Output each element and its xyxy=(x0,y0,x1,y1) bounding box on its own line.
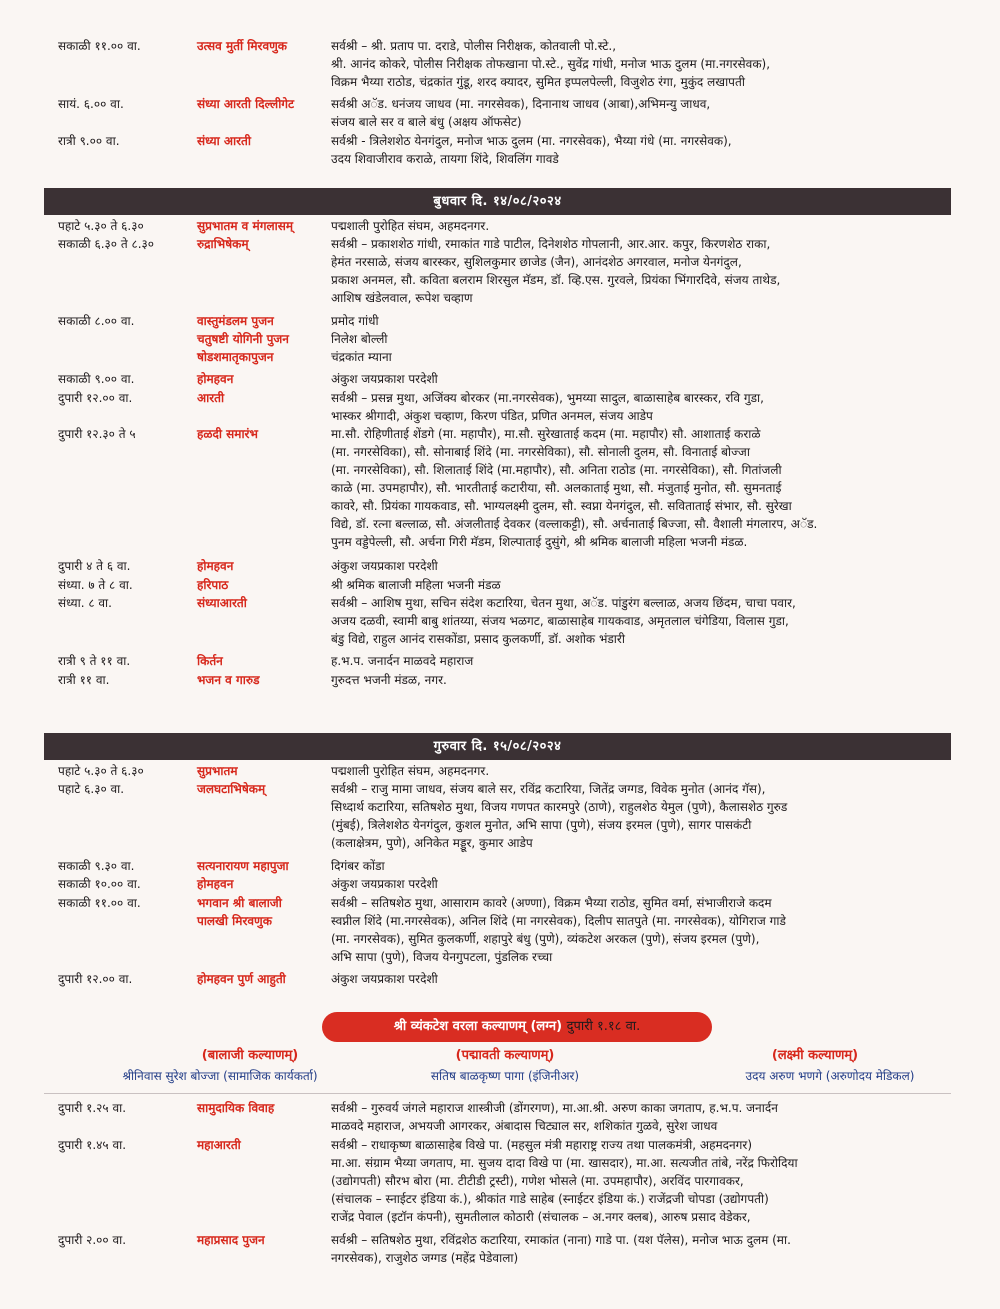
schedule-time: दुपारी १२.०० वा. xyxy=(58,972,133,987)
schedule-event xyxy=(197,312,327,366)
schedule-event xyxy=(197,762,327,780)
event-name: सामुदायिक विवाह xyxy=(197,1101,275,1115)
participants-line: निलेश बोल्ली xyxy=(331,332,388,346)
schedule-event xyxy=(197,780,327,798)
event-name: सत्यनारायण महापुजा xyxy=(197,859,289,873)
kalyanam-title-padmavati: (पद्मावती कल्याणम्) xyxy=(455,1048,555,1063)
schedule-event xyxy=(197,576,327,594)
schedule-time: सकाळी ९.३० वा. xyxy=(58,859,135,873)
schedule-time: दुपारी १.४५ वा. xyxy=(58,1137,127,1152)
schedule-participants xyxy=(331,1099,951,1135)
participants-line: सर्वश्री - त्रिलेशशेठ येनगंदुल, मनोज भाऊ दुलम (मा. नगरसेवक), भैय्या गंधे (मा. नगरसेवक), xyxy=(331,134,732,148)
schedule-time: सकाळी ११.०० वा. xyxy=(58,39,141,53)
banner-time: दुपारी १.१८ वा. xyxy=(566,1019,641,1034)
participants-line: विद्ये, डॉ. रत्ना बल्लाळ, सौ. अंजलीताई देवकर (वल्लाकट्टी), सौ. अर्चनाताई बिज्जा, सौ. वैशाली मंगलारप, अॅड. xyxy=(331,517,818,532)
participants-line: अंकुश जयप्रकाश परदेशी xyxy=(331,877,438,892)
schedule-participants xyxy=(331,235,951,307)
participants-line: पद्मशाली पुरोहित संघम, अहमदनगर. xyxy=(331,219,490,233)
schedule-event xyxy=(197,671,327,689)
event-name: हरिपाठ xyxy=(197,577,229,592)
schedule-time: सकाळी १०.०० वा. xyxy=(58,877,141,892)
schedule-participants xyxy=(331,217,951,235)
kalyanam-title-lakshmi: (लक्ष्मी कल्याणम्) xyxy=(771,1048,859,1063)
schedule-participants xyxy=(331,370,951,388)
event-name: षोडशमातृकापुजन xyxy=(197,350,274,364)
participants-line: मा.आ. संग्राम भैय्या जगताप, मा. सुजय दादा विखे पा (मा. खासदार), मा.आ. सत्यजीत तांबे, नरेंद्र फिरोदिया xyxy=(331,1155,798,1170)
event-name: संध्या आरती xyxy=(197,134,251,148)
event-name: चतुषष्टी योगिनी पुजन xyxy=(197,332,289,346)
schedule-event xyxy=(197,1099,327,1117)
kalyanam-host-lakshmi: उदय अरुण भणगे (अरुणोदय मेडिकल) xyxy=(745,1069,915,1083)
participants-line: सर्वश्री – गुरुवर्य जंगले महाराज शास्त्रीजी (डोंगरगण), मा.आ.श्री. अरुण काका जगताप, ह.भ.प. जनार्दन xyxy=(331,1101,778,1115)
schedule-participants xyxy=(331,857,951,875)
participants-line: अंकुश जयप्रकाश परदेशी xyxy=(331,972,438,987)
participants-line: सर्वश्री – राधाकृष्ण बाळासाहेब विखे पा. (महसुल मंत्री महाराष्ट्र राज्य तथा पालकमंत्री, अहमदनगर) xyxy=(331,1137,753,1152)
participants-line: कावरे, सौ. प्रियंका गायकवाड, सौ. भाग्यलक्ष्मी दुलम, सौ. स्वप्ना येनगंदुल, सौ. सविताताई संभार, सौ. सुरेखा xyxy=(331,499,792,514)
event-name: हळदी समारंभ xyxy=(197,427,258,442)
schedule-participants xyxy=(331,1136,951,1226)
event-name: भजन व गारुड xyxy=(197,672,260,687)
schedule-time: सायं. ६.०० वा. xyxy=(58,97,124,112)
participants-line: (मुंबई), त्रिलेशशेठ येनगंदुल, कुशल मुनोत, अभि सापा (पुणे), संजय इरमल (पुणे), सागर पासकंटी xyxy=(331,818,752,833)
schedule-time: पहाटे ५.३० ते ६.३० xyxy=(58,219,144,233)
participants-line: काळे (मा. उपमहापौर), सौ. भारतीताई कटारीया, सौ. अलकाताई मुथा, सौ. मंजुताई मुनोत, सौ. सुमनताई xyxy=(331,481,782,496)
schedule-participants xyxy=(331,780,951,852)
participants-line: सिध्दार्थ कटारिया, सतिषशेठ मुथा, विजय गणपत कारमपुरे (ठाणे), राहुलशेठ येमुल (पुणे), कैलासशेठ गुरुड xyxy=(331,800,788,815)
participants-line: सर्वश्री – सतिषशेठ मुथा, रविंद्रशेठ कटारिया, रमाकांत (नाना) गाडे पा. (यश पॅलेस), मनोज भाऊ दुलम (मा. xyxy=(331,1232,791,1247)
participants-line: सर्वश्री – आशिष मुथा, सचिन संदेश कटारिया, चेतन मुथा, अॅड. पांडुरंग बल्लाळ, अजय छिंदम, चाचा पवार, xyxy=(331,596,796,610)
schedule-participants xyxy=(331,557,951,575)
schedule-participants xyxy=(331,1231,951,1267)
event-name: होमहवन पुर्ण आहुती xyxy=(197,972,286,987)
schedule-participants xyxy=(331,875,951,893)
participants-line: राजेंद्र पेवाल (इटॉन कंपनी), सुमतीलाल कोठारी (संचालक – अ.नगर क्लब), आरुष प्रसाद वेडेकर, xyxy=(331,1209,751,1224)
schedule-participants xyxy=(331,37,951,91)
participants-line: सर्वश्री – श्री. प्रताप पा. दराडे, पोलीस निरीक्षक, कोतवाली पो.स्टे., xyxy=(331,39,617,53)
event-name: संध्या आरती दिल्लीगेट xyxy=(197,97,295,112)
participants-line: सर्वश्री अॅड. धनंजय जाधव (मा. नगरसेवक), दिनानाथ जाधव (आबा),अभिमन्यु जाधव, xyxy=(331,97,711,112)
schedule-participants xyxy=(331,425,951,551)
schedule-time: संध्या. ७ ते ८ वा. xyxy=(58,577,133,592)
participants-line: श्री श्रमिक बालाजी महिला भजनी मंडळ xyxy=(331,577,501,592)
event-name: रुद्राभिषेकम् xyxy=(197,237,249,252)
participants-line: दिगंबर कोंडा xyxy=(331,859,385,873)
schedule-event xyxy=(197,652,327,670)
participants-line: अंकुश जयप्रकाश परदेशी xyxy=(331,559,438,574)
schedule-time: दुपारी ४ ते ६ वा. xyxy=(58,559,131,574)
participants-line: पद्मशाली पुरोहित संघम, अहमदनगर. xyxy=(331,764,490,778)
participants-line: विक्रम भैय्या राठोड, चंद्रकांत गुंडू, शरद क्यादर, सुमित इप्पलपेल्ली, विजुशेठ रंगा, मुकुंद लखापती xyxy=(331,75,745,89)
event-name: किर्तन xyxy=(197,654,223,669)
event-name: भगवान श्री बालाजी xyxy=(197,895,282,910)
schedule-event xyxy=(197,217,327,235)
participants-line: सर्वश्री – सतिषशेठ मुथा, आसाराम कावरे (अण्णा), विक्रम भैय्या राठोड, सुमित वर्मा, संभाजीराजे कदम xyxy=(331,895,772,910)
schedule-time: रात्री ९ ते ११ वा. xyxy=(58,654,131,669)
participants-line: हेमंत नरसाळे, संजय बारस्कर, सुशिलकुमार छाजेड (जैन), आनंदशेठ अगरवाल, मनोज येनगंदुल, xyxy=(331,255,742,270)
schedule-event xyxy=(197,389,327,407)
participants-line: अजय दळवी, स्वामी बाबु शांतय्या, संजय भळगट, बाळासाहेब गायकवाड, अमृतलाल चंगेडिया, विलास गुडा, xyxy=(331,614,789,628)
schedule-participants xyxy=(331,671,951,689)
event-name: होमहवन xyxy=(197,559,234,574)
participants-line: (उद्योगपती) सौरभ बोरा (मा. टीटीडी ट्रस्टी), गणेश भोसले (मा. उपमहापौर), अरविंद पारगावकर, xyxy=(331,1173,744,1188)
schedule-time: सकाळी ९.०० वा. xyxy=(58,372,135,387)
schedule-participants xyxy=(331,312,951,366)
participants-line: उदय शिवाजीराव कराळे, तायगा शिंदे, शिवलिंग गावडे xyxy=(331,152,559,166)
schedule-time: रात्री ९.०० वा. xyxy=(58,134,120,148)
schedule-participants xyxy=(331,894,951,966)
participants-line: (मा. नगरसेविका), सौ. शिलाताई शिंदे (मा.महापौर), सौ. अनिता राठोड (मा. नगरसेविका), सौ. गितांजली xyxy=(331,463,782,478)
schedule-event xyxy=(197,875,327,893)
schedule-time: दुपारी १२.०० वा. xyxy=(58,390,133,405)
participants-line: अभि सापा (पुणे), विजय येनगुपटला, पुंडलिक रच्चा xyxy=(331,949,553,964)
event-name: उत्सव मुर्ती मिरवणुक xyxy=(197,39,288,53)
schedule-time: रात्री ११ वा. xyxy=(58,672,110,687)
event-name: आरती xyxy=(197,390,225,405)
event-name: वास्तुमंडलम पुजन xyxy=(197,314,274,328)
participants-line: (मा. नगरसेवक), सुमित कुलकर्णी, शहापुरे बंधु (पुणे), व्यंकटेश अरकल (पुणे), संजय इरमल (पुणे), xyxy=(331,931,760,946)
participants-line: आशिष खंडेलवाल, रूपेश चव्हाण xyxy=(331,291,473,306)
banner-title: श्री व्यंकटेश वरला कल्याणम् (लग्न) xyxy=(393,1019,563,1034)
event-name: जलघटाभिषेकम् xyxy=(197,782,266,797)
schedule-event xyxy=(197,557,327,575)
participants-line: (कलाक्षेत्रम, पुणे), अनिकेत मड्डूर, कुमार आडेप xyxy=(331,836,533,851)
schedule-event xyxy=(197,425,327,443)
schedule-event xyxy=(197,95,327,113)
participants-line: बंडु विद्ये, राहुल आनंद रासकोंडा, प्रसाद कुलकर्णी, डॉ. अशोक भंडारी xyxy=(331,632,625,646)
schedule-participants xyxy=(331,970,951,988)
schedule-time: संध्या. ८ वा. xyxy=(58,596,112,610)
schedule-participants xyxy=(331,389,951,425)
participants-line: स्वप्नील शिंदे (मा.नगरसेवक), अनिल शिंदे (मा नगरसेवक), दिलीप सातपुते (मा. नगरसेवक), योगिराज गाडे xyxy=(331,913,786,928)
participants-line: नगरसेवक), राजुशेठ जग्गड (महेंद्र पेडेवाला) xyxy=(331,1250,519,1265)
participants-line: (संचालक – स्नाईटर इंडिया कं.), श्रीकांत गाडे साहेब (स्नाईटर इंडिया कं.) राजेंद्रजी चोपडा (उद्योगपती) xyxy=(331,1191,769,1206)
schedule-time: दुपारी १.२५ वा. xyxy=(58,1101,127,1115)
event-name: होमहवन xyxy=(197,877,234,892)
participants-line: सर्वश्री – राजु मामा जाधव, संजय बाले सर, रविंद्र कटारिया, जितेंद्र जग्गड, विवेक मुनोत (आनंद गॅस), xyxy=(331,782,766,797)
schedule-event xyxy=(197,594,327,612)
schedule-time: दुपारी १२.३० ते ५ xyxy=(58,427,136,442)
event-name: पालखी मिरवणुक xyxy=(197,913,272,928)
schedule-participants xyxy=(331,132,951,168)
event-name: संध्याआरती xyxy=(197,596,247,610)
schedule-event xyxy=(197,970,327,988)
schedule-event xyxy=(197,132,327,150)
schedule-time: दुपारी २.०० वा. xyxy=(58,1232,127,1247)
kalyanam-title-balaji: (बालाजी कल्याणम्) xyxy=(201,1048,299,1063)
schedule-event xyxy=(197,1231,327,1249)
schedule-participants xyxy=(331,576,951,594)
schedule-time: सकाळी ११.०० वा. xyxy=(58,895,141,910)
schedule-event xyxy=(197,857,327,875)
participants-line: प्रकाश अनमल, सौ. कविता बलराम शिरसुल मॅडम, डॉ. व्हि.एस. गुरवले, प्रियंका भिंगारदिवे, संजय ताथेड, xyxy=(331,273,781,288)
participants-line: श्री. आनंद कोकरे, पोलीस निरीक्षक तोफखाना पो.स्टे., सुवेंद्र गांधी, मनोज भाऊ दुलम (मा.नगरसेवक), xyxy=(331,57,771,71)
schedule-participants xyxy=(331,594,951,648)
participants-line: सर्वश्री – प्रसन्न मुथा, अजिंक्य बोरकर (मा.नगरसेवक), भुमय्या सादुल, बाळासाहेब बारस्कर, रवि गुडा, xyxy=(331,390,764,405)
participants-line: प्रमोद गांधी xyxy=(331,314,379,328)
schedule-event xyxy=(197,37,327,55)
participants-line: माळवदे महाराज, अभयजी आगरकर, अंबादास चिट्याल सर, शशिकांत गुळवे, सुरेश जाधव xyxy=(331,1119,718,1133)
event-name: महाप्रसाद पुजन xyxy=(197,1232,265,1247)
participants-line: चंद्रकांत म्याना xyxy=(331,350,392,364)
schedule-participants xyxy=(331,652,951,670)
schedule-event xyxy=(197,235,327,253)
schedule-time: पहाटे ६.३० वा. xyxy=(58,782,125,797)
schedule-time: सकाळी ६.३० ते ८.३० xyxy=(58,237,155,252)
schedule-event xyxy=(197,894,327,930)
participants-line: पुनम वड्डेपेल्ली, सौ. अर्चना गिरी मॅडम, शिल्पाताई दुसुंगे, श्री श्रमिक बालाजी महिला भजनी मंडळ. xyxy=(331,535,748,550)
event-name: होमहवन xyxy=(197,372,234,387)
schedule-participants xyxy=(331,95,951,131)
participants-line: सर्वश्री – प्रकाशशेठ गांधी, रमाकांत गाडे पाटील, दिनेशशेठ गोपलानी, आर.आर. कपुर, किरणशेठ राका, xyxy=(331,237,771,252)
participants-line: मा.सौ. रोहिणीताई शेंडगे (मा. महापौर), मा.सौ. सुरेखाताई कदम (मा. महापौर) सौ. आशाताई कराळे xyxy=(331,427,761,442)
day-header-wednesday: बुधवार दि. १४/०८/२०२४ xyxy=(44,188,951,215)
participants-line: संजय बाले सर व बाले बंधु (अक्षय ऑफसेट) xyxy=(331,115,522,130)
participants-line: अंकुश जयप्रकाश परदेशी xyxy=(331,372,438,387)
wedding-banner xyxy=(322,1012,712,1042)
event-name: महाआरती xyxy=(197,1137,241,1152)
schedule-time: सकाळी ८.०० वा. xyxy=(58,314,135,328)
participants-line: ह.भ.प. जनार्दन माळवदे महाराज xyxy=(331,654,474,669)
kalyanam-host-padmavati: सतिष बाळकृष्ण पागा (इंजिनीअर) xyxy=(430,1069,580,1083)
event-name: सुप्रभातम xyxy=(197,764,238,778)
participants-line: गुरुदत्त भजनी मंडळ, नगर. xyxy=(331,672,447,687)
kalyanam-host-balaji: श्रीनिवास सुरेश बोज्जा (सामाजिक कार्यकर्ता) xyxy=(122,1069,318,1083)
separator-line xyxy=(44,1093,951,1094)
participants-line: (मा. नगरसेविका), सौ. सोनाबाई शिंदे (मा. नगरसेविका), सौ. सोनाली दुलम, सौ. विनाताई बोज्जा xyxy=(331,445,750,460)
schedule-event xyxy=(197,1136,327,1154)
participants-line: भास्कर श्रीगादी, अंकुश चव्हाण, किरण पंडित, प्रणित अनमल, संजय आडेप xyxy=(331,408,653,423)
event-name: सुप्रभातम व मंगलासम् xyxy=(197,219,293,233)
schedule-event xyxy=(197,370,327,388)
schedule-participants xyxy=(331,762,951,780)
day-header-thursday: गुरुवार दि. १५/०८/२०२४ xyxy=(44,733,951,760)
schedule-time: पहाटे ५.३० ते ६.३० xyxy=(58,764,144,778)
